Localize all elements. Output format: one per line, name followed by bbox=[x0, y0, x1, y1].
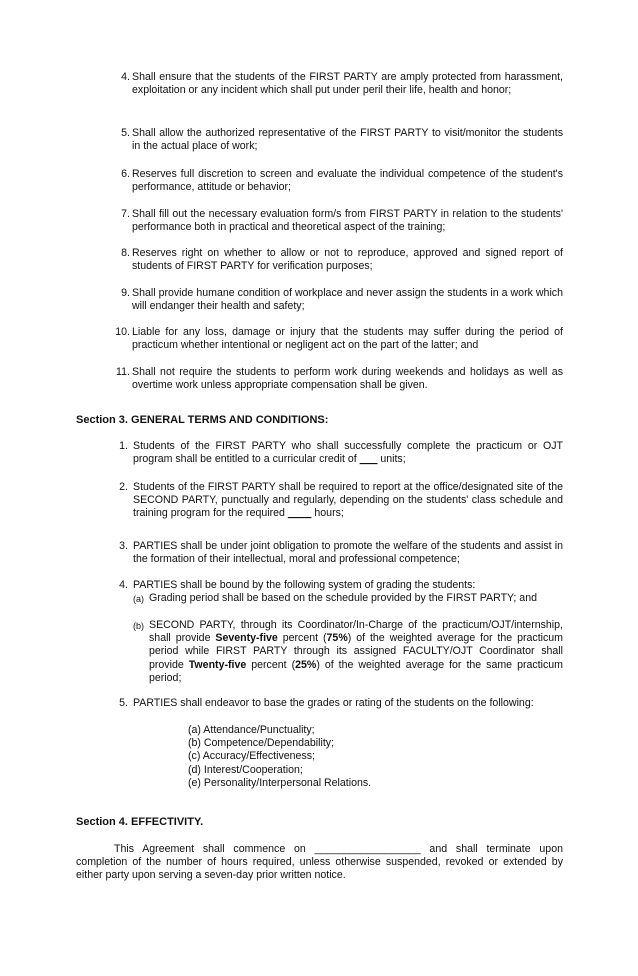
item-text: Students of the FIRST PARTY who shall successfully complete the practicum or OJT program shall be entitled to a curricular credit of ___ units; bbox=[133, 440, 563, 466]
grading-criteria-list bbox=[188, 724, 371, 790]
criteria-item: (e) Personality/Interpersonal Relations. bbox=[188, 776, 372, 789]
item-text: Shall not require the students to perform work during weekends and holidays as well as overtime work unless appropriate compensation shall be given. bbox=[132, 366, 563, 392]
sub-label: (b) bbox=[133, 621, 144, 631]
list-item bbox=[108, 168, 563, 194]
item-text: Reserves full discretion to screen and evaluate the individual competence of the student's performance, attitude or behavior; bbox=[132, 168, 563, 194]
item-number: 6. bbox=[121, 168, 130, 180]
list-item bbox=[108, 247, 563, 273]
item-number: 8. bbox=[121, 247, 130, 259]
section-3-heading: Section 3. GENERAL TERMS AND CONDITIONS: bbox=[76, 414, 329, 426]
sub-text: SECOND PARTY, through its Coordinator/In-Charge of the practicum/OJT/internship, shall provide Seventy-five percent (75%) of the weighted average for the practicum period while FIRST PARTY through its assigned FACULTY/OJT Coordinator shall provide Twenty-five percent (25%) of the weighted average for the same practicum period; bbox=[149, 619, 564, 684]
list-item bbox=[108, 326, 563, 352]
list-item bbox=[108, 71, 563, 97]
item-number: 4. bbox=[121, 71, 130, 83]
sub-item-b bbox=[133, 619, 563, 685]
item-text: Shall allow the authorized representative of the FIRST PARTY to visit/monitor the students in the actual place of work; bbox=[132, 127, 563, 153]
item-text: PARTIES shall endeavor to base the grades or rating of the students on the following: bbox=[133, 697, 534, 709]
list-item bbox=[114, 540, 563, 566]
list-item bbox=[108, 127, 563, 153]
item-number: 9. bbox=[121, 287, 130, 299]
item-text: PARTIES shall be under joint obligation to promote the welfare of the students and assist in the formation of their intellectual, moral and professional competence; bbox=[133, 540, 563, 566]
sub-text: Grading period shall be based on the schedule provided by the FIRST PARTY; and bbox=[149, 592, 537, 604]
item-text: Reserves right on whether to allow or not to reproduce, approved and signed report of students of FIRST PARTY for verification purposes; bbox=[132, 247, 563, 273]
item-text: Shall fill out the necessary evaluation form/s from FIRST PARTY in relation to the students' performance both in practical and theoretical aspect of the training; bbox=[132, 208, 563, 234]
item-number: 7. bbox=[121, 208, 130, 220]
effectivity-paragraph: This Agreement shall commence on __________________ and shall terminate upon completion of the number of hours required, unless otherwise suspended, revoked or extended by either party upon serving a seven-day prior written notice. bbox=[76, 843, 563, 882]
criteria-item: (c) Accuracy/Effectiveness; bbox=[188, 750, 315, 763]
item-text: Liable for any loss, damage or injury that the students may suffer during the period of practicum whether intentional or negligent act on the part of the latter; and bbox=[132, 326, 563, 352]
item-number: 10. bbox=[115, 326, 130, 338]
item-number: 2. bbox=[119, 481, 128, 493]
list-item bbox=[114, 440, 563, 466]
item-number: 5. bbox=[121, 127, 130, 139]
section-4-heading: Section 4. EFFECTIVITY. bbox=[76, 816, 204, 828]
item-text: Shall ensure that the students of the FIRST PARTY are amply protected from harassment, exploitation or any incident which shall put under peril their life, health and honor; bbox=[132, 71, 563, 97]
list-item bbox=[114, 697, 563, 710]
sub-label: (a) bbox=[133, 594, 144, 604]
item-text: Shall provide humane condition of workplace and never assign the students in a work which will endanger their health and safety; bbox=[132, 287, 563, 313]
item-number: 1. bbox=[119, 440, 128, 452]
criteria-item: (b) Competence/Dependability; bbox=[188, 737, 335, 750]
list-item bbox=[108, 208, 563, 234]
criteria-item: (a) Attendance/Punctuality; bbox=[188, 724, 315, 736]
item-text: Students of the FIRST PARTY shall be required to report at the office/designated site of the SECOND PARTY, punctually and regularly, depending on the students' class schedule and training program for the required ____ hours; bbox=[133, 481, 563, 520]
item-number: 11. bbox=[116, 366, 130, 378]
item-text: PARTIES shall be bound by the following system of grading the students: bbox=[133, 579, 476, 591]
list-item bbox=[114, 481, 563, 521]
criteria-item: (d) Interest/Cooperation; bbox=[188, 763, 303, 776]
list-item bbox=[114, 579, 563, 592]
date-blank: __________________ bbox=[314, 843, 421, 855]
hours-blank: ____ bbox=[287, 507, 312, 520]
item-number: 3. bbox=[119, 540, 128, 552]
units-blank: ___ bbox=[359, 453, 378, 466]
item-number: 5. bbox=[119, 697, 128, 709]
list-item bbox=[108, 287, 563, 313]
item-number: 4. bbox=[119, 579, 128, 591]
sub-item-a bbox=[133, 592, 563, 605]
list-item bbox=[108, 366, 563, 392]
